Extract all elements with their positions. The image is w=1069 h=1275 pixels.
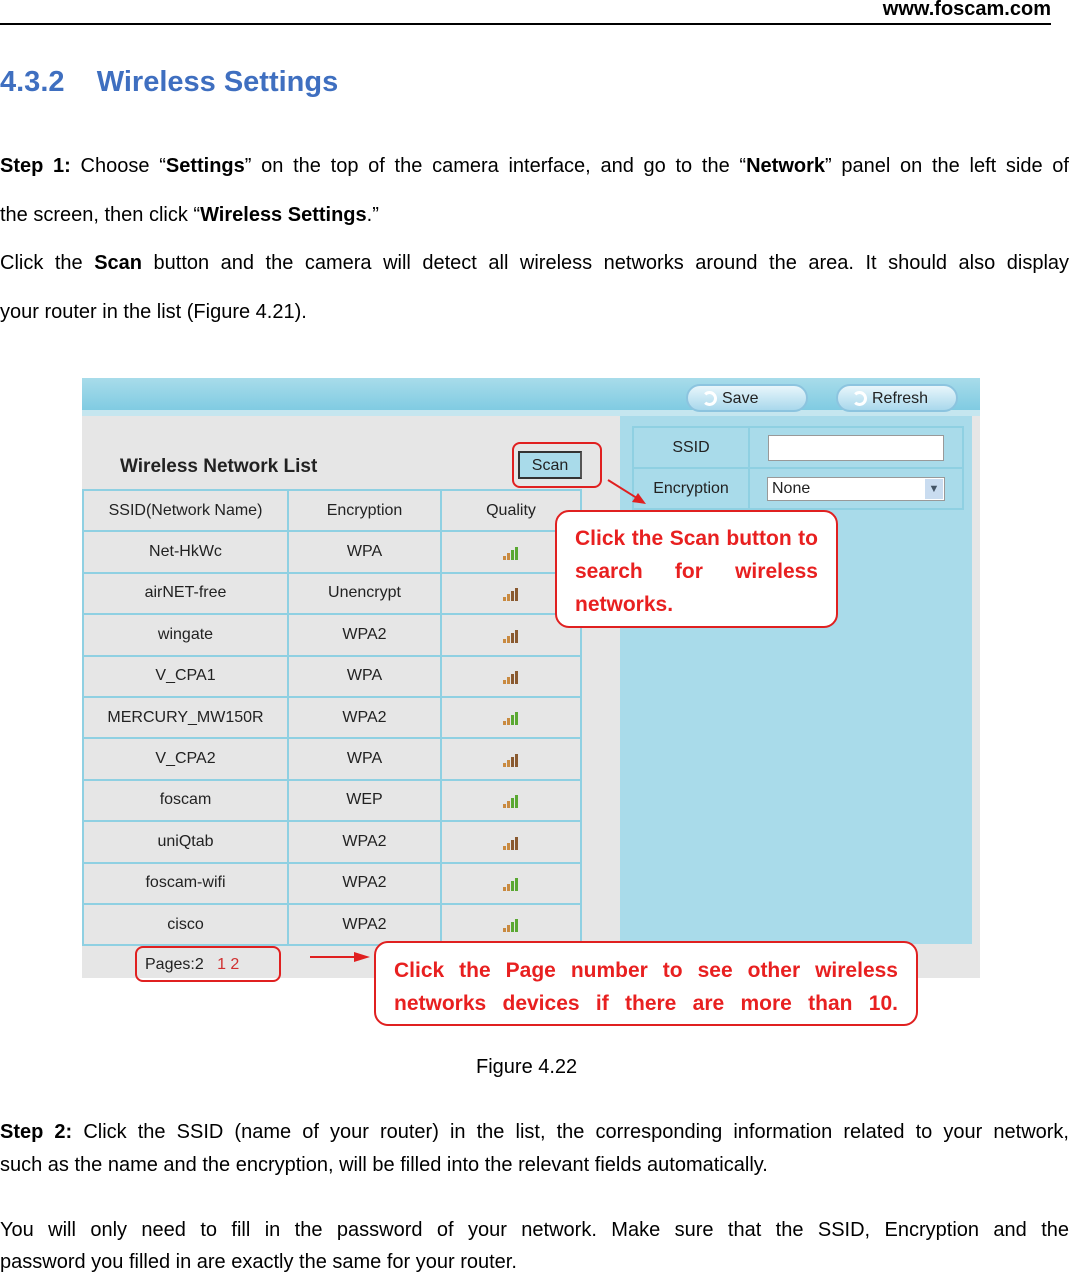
scan-callout: Click the Scan button to search for wireless networks. bbox=[555, 510, 838, 628]
text: Scan bbox=[94, 252, 142, 274]
column-header: Quality bbox=[441, 490, 581, 531]
encryption-label: Encryption bbox=[633, 468, 749, 509]
pages-callout: Click the Page number to see other wireless networks devices if there are more than 10. bbox=[374, 941, 918, 1026]
step2-line2: such as the name and the encryption, will be filled into the relevant fields automatically. bbox=[0, 1154, 768, 1176]
save-label: Save bbox=[722, 390, 759, 407]
pages-label: Pages:2 bbox=[145, 956, 204, 973]
arrow-head bbox=[632, 493, 646, 504]
encryption-cell: Unencrypt bbox=[288, 573, 441, 614]
figure-caption: Figure 4.22 bbox=[476, 1056, 578, 1078]
ssid-cell[interactable]: cisco bbox=[83, 904, 288, 945]
ssid-cell[interactable]: V_CPA1 bbox=[83, 656, 288, 697]
ssid-cell[interactable]: V_CPA2 bbox=[83, 738, 288, 779]
text: ” on the top of the camera interface, and go to the “ bbox=[244, 155, 747, 177]
section-heading: 4.3.2 Wireless Settings bbox=[0, 66, 339, 98]
encryption-cell: WPA bbox=[288, 656, 441, 697]
step-label: Step 1: bbox=[0, 155, 71, 177]
encryption-cell: WPA2 bbox=[288, 697, 441, 738]
ssid-cell[interactable]: wingate bbox=[83, 614, 288, 655]
encryption-cell: WPA bbox=[288, 531, 441, 572]
ssid-cell[interactable]: Net-HkWc bbox=[83, 531, 288, 572]
ssid-label: SSID bbox=[633, 427, 749, 468]
text: .” bbox=[366, 204, 379, 226]
encryption-cell: WPA2 bbox=[288, 904, 441, 945]
encryption-value: None bbox=[772, 479, 811, 497]
scan-line2: your router in the list (Figure 4.21). bbox=[0, 301, 307, 323]
column-header: Encryption bbox=[288, 490, 441, 531]
step-label: Step 2: bbox=[0, 1121, 73, 1143]
arrow-line bbox=[608, 480, 640, 500]
text: Click the SSID (name of your router) in the list, the corresponding information related to your network, bbox=[72, 1121, 1069, 1143]
text: ” panel on the left side of bbox=[825, 155, 1069, 177]
header-url: www.foscam.com bbox=[882, 0, 1051, 20]
encryption-cell: WPA2 bbox=[288, 863, 441, 904]
text: Choose “ bbox=[70, 155, 166, 177]
encryption-cell: WPA2 bbox=[288, 821, 441, 862]
text: Settings bbox=[165, 155, 245, 177]
page-links[interactable]: 1 2 bbox=[217, 956, 240, 973]
text: Click the bbox=[0, 252, 95, 274]
list-title: Wireless Network List bbox=[120, 456, 318, 477]
ssid-cell[interactable]: foscam bbox=[83, 780, 288, 821]
text: Wireless Settings bbox=[200, 204, 367, 226]
ssid-cell[interactable]: MERCURY_MW150R bbox=[83, 697, 288, 738]
para3-line2: password you filled in are exactly the same for your router. bbox=[0, 1251, 517, 1273]
text: Network bbox=[746, 155, 825, 177]
arrow-head bbox=[354, 952, 370, 962]
ssid-cell[interactable]: uniQtab bbox=[83, 821, 288, 862]
text: the screen, then click “ bbox=[0, 204, 201, 226]
encryption-cell: WPA2 bbox=[288, 614, 441, 655]
para3-line1: You will only need to fill in the password of your network. Make sure that the SSID, Encryption and the bbox=[0, 1219, 1069, 1241]
column-header: SSID(Network Name) bbox=[83, 490, 288, 531]
chevron-down-icon: ▼ bbox=[925, 479, 943, 499]
scan-button[interactable]: Scan bbox=[518, 451, 582, 479]
ssid-cell[interactable]: foscam-wifi bbox=[83, 863, 288, 904]
text: button and the camera will detect all wireless networks around the area. It should also display bbox=[142, 252, 1069, 274]
encryption-cell: WPA bbox=[288, 738, 441, 779]
ssid-cell[interactable]: airNET-free bbox=[83, 573, 288, 614]
refresh-label: Refresh bbox=[872, 390, 929, 407]
encryption-cell: WEP bbox=[288, 780, 441, 821]
step2-line1 bbox=[0, 1121, 1069, 1144]
